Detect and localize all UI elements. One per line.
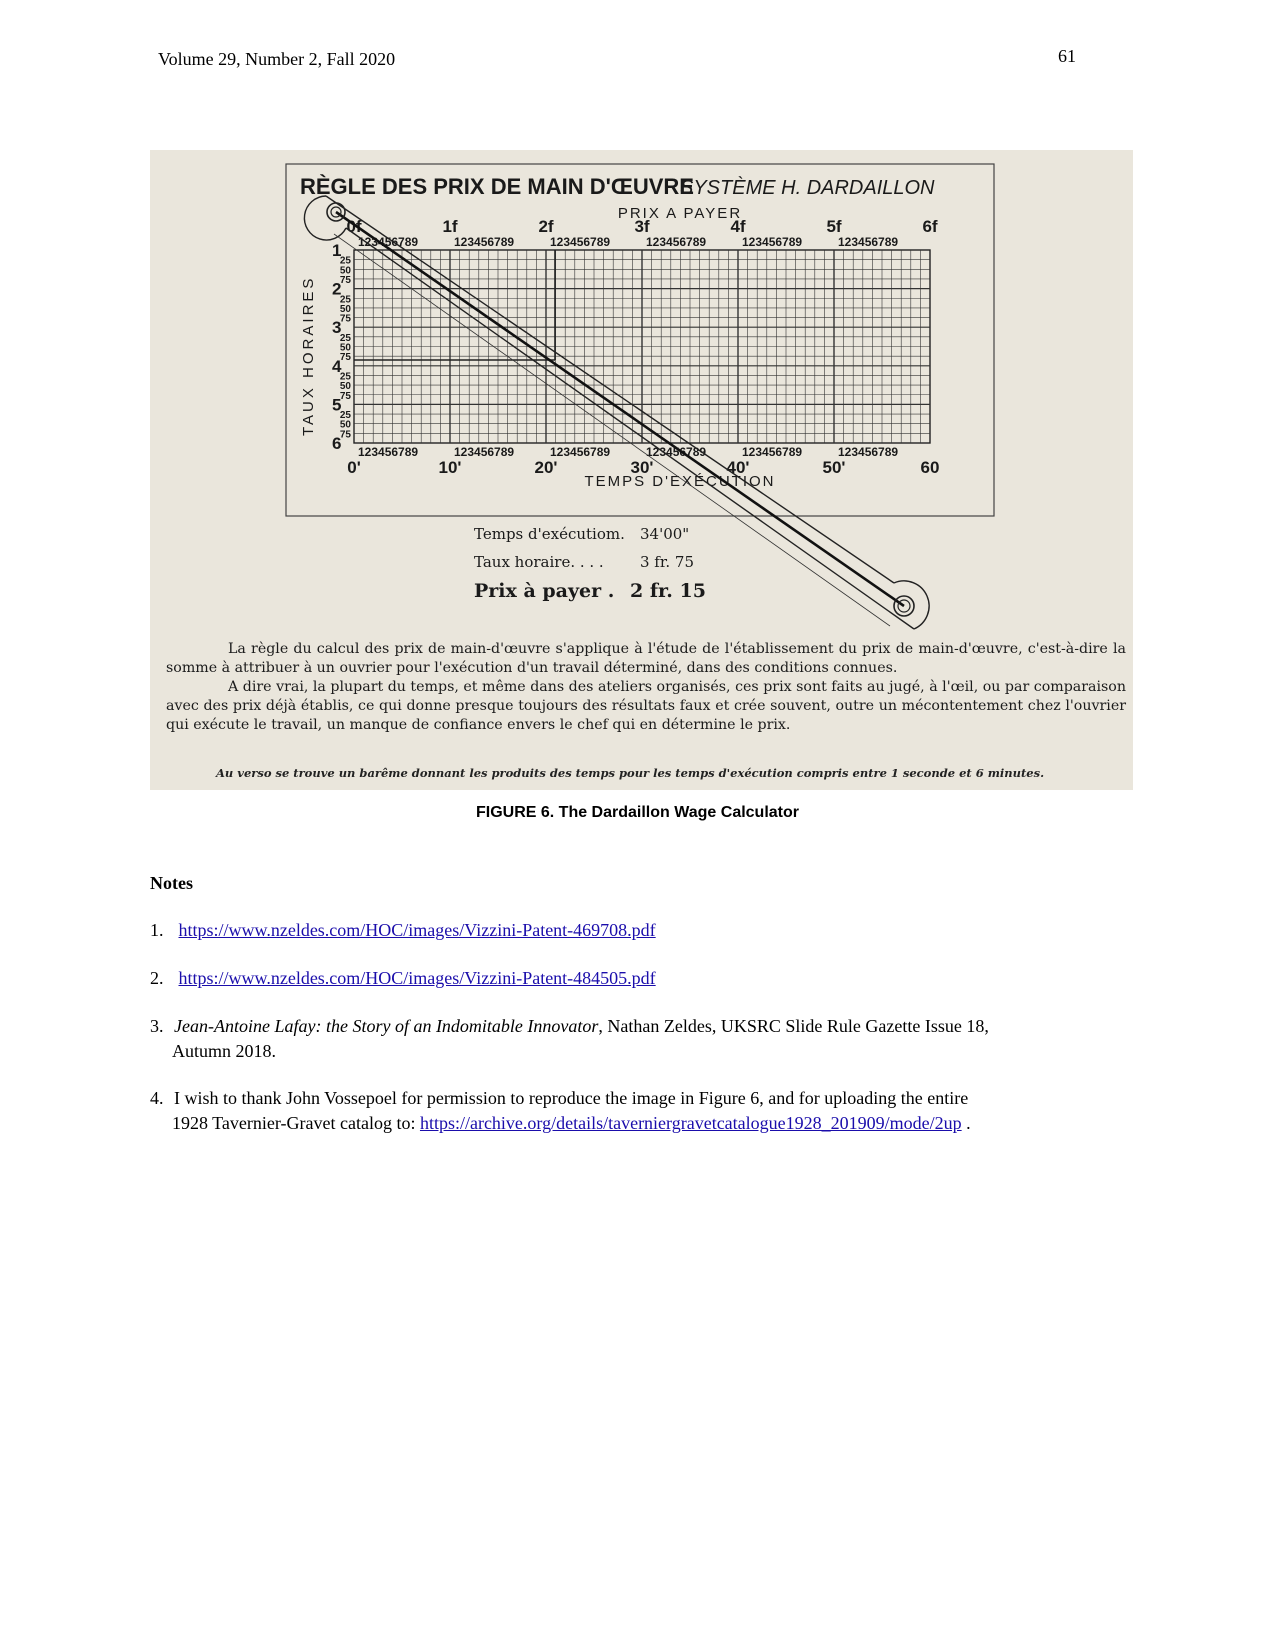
bottom-digit-run: 123456789 bbox=[646, 445, 707, 459]
note-3-title: Jean-Antoine Lafay: the Story of an Indomitable Innovator bbox=[174, 1016, 599, 1036]
example-price-label: Prix à payer . bbox=[474, 580, 615, 602]
bottom-scale-label: 30' bbox=[630, 458, 654, 477]
bottom-digit-run: 123456789 bbox=[454, 445, 515, 459]
top-scale-label: 2f bbox=[538, 217, 554, 236]
top-digit-run: 123456789 bbox=[550, 235, 611, 249]
rule-title: RÈGLE DES PRIX DE MAIN D'ŒUVRE bbox=[300, 174, 694, 199]
note-3-text: , Nathan Zeldes, UKSRC Slide Rule Gazette Issue 18, bbox=[598, 1016, 989, 1036]
figure-paragraph-2: A dire vrai, la plupart du temps, et même dans des ateliers organisés, ces prix sont faits au jugé, à l'œil, ou par comparaison avec des prix déjà établis, ce qui donne presque toujours des résultats faux et crée souvent, outre un mécontentement chez l'ouvrier qui exécute le travail, un manque de confiance envers le chef qui en détermine le prix. bbox=[166, 679, 1126, 733]
left-minor-label: 50 bbox=[339, 303, 351, 315]
running-header: Volume 29, Number 2, Fall 2020 bbox=[158, 49, 396, 69]
left-minor-label: 25 bbox=[339, 410, 351, 422]
left-minor-label: 50 bbox=[339, 342, 351, 354]
note-4-text-cont: 1928 Tavernier-Gravet catalog to: bbox=[172, 1113, 420, 1133]
left-scale-label: 1 bbox=[332, 241, 342, 260]
top-scale-label: 3f bbox=[634, 217, 650, 236]
left-scale-label: 2 bbox=[332, 279, 342, 299]
figure-caption: FIGURE 6. The Dardaillon Wage Calculator bbox=[475, 804, 799, 821]
top-digit-run: 123456789 bbox=[358, 235, 419, 249]
bottom-scale-label: 60 bbox=[920, 458, 940, 477]
left-minor-label: 25 bbox=[339, 332, 351, 344]
figure-6-image bbox=[150, 150, 1133, 790]
left-minor-label: 75 bbox=[339, 390, 351, 402]
top-axis-label: PRIX A PAYER bbox=[617, 205, 743, 222]
left-minor-label: 50 bbox=[339, 381, 351, 393]
top-scale-label: 4f bbox=[730, 217, 746, 236]
note-number: 1. bbox=[150, 920, 164, 940]
left-minor-label: 25 bbox=[339, 255, 351, 267]
notes-heading: Notes bbox=[150, 873, 193, 893]
note-4-text: I wish to thank John Vossepoel for permission to reproduce the image in Figure 6, and for uploading the entire bbox=[174, 1088, 969, 1108]
figure-paragraph-1: La règle du calcul des prix de main-d'œuvre s'applique à l'étude de l'établissement du prix de main-d'œuvre, c'est-à-dire la somme à attribuer à un ouvrier pour l'exécution d'un travail déterminé, dans des conditions connues. bbox=[166, 641, 1126, 676]
left-scale-label: 6 bbox=[332, 434, 342, 453]
left-minor-label: 75 bbox=[339, 352, 351, 364]
note-4-tail: . bbox=[961, 1113, 971, 1133]
top-digit-run: 123456789 bbox=[742, 235, 803, 249]
rule-system: SYSTÈME H. DARDAILLON bbox=[680, 177, 935, 199]
example-price-value: 2 fr. 15 bbox=[630, 580, 706, 602]
scale-grid bbox=[354, 250, 930, 443]
bottom-digit-run: 123456789 bbox=[742, 445, 803, 459]
bottom-axis-label: TEMPS D'EXÉCUTION bbox=[584, 473, 776, 490]
left-minor-label: 25 bbox=[339, 294, 351, 306]
note-number: 4. bbox=[150, 1088, 164, 1108]
example-time-label: Temps d'exécutiom. bbox=[474, 525, 625, 543]
bottom-scale-label: 0' bbox=[347, 458, 361, 477]
note-1 bbox=[150, 918, 1125, 943]
bottom-scale-label: 10' bbox=[438, 458, 462, 477]
top-scale-label: 6f bbox=[922, 217, 938, 236]
left-scale-label: 4 bbox=[332, 356, 342, 376]
left-minor-label: 50 bbox=[339, 265, 351, 277]
left-scale-label: 5 bbox=[332, 395, 342, 415]
bottom-digit-run: 123456789 bbox=[838, 445, 899, 459]
cursor-arm bbox=[304, 196, 929, 629]
note-4-continuation bbox=[150, 1111, 1125, 1136]
example-rate-value: 3 fr. 75 bbox=[640, 553, 695, 571]
note-number: 3. bbox=[150, 1016, 164, 1036]
left-scale-label: 3 bbox=[332, 318, 342, 338]
bottom-scale-label: 20' bbox=[534, 458, 558, 477]
example-time-value: 34'00" bbox=[640, 525, 690, 543]
example-rate-label: Taux horaire. . . . bbox=[474, 553, 604, 571]
note-4 bbox=[150, 1086, 1125, 1136]
left-minor-label: 25 bbox=[339, 371, 351, 383]
bottom-digit-run: 123456789 bbox=[550, 445, 611, 459]
note-4-link[interactable]: https://archive.org/details/taverniergravetcatalogue1928_201909/mode/2up bbox=[419, 1113, 962, 1133]
bottom-digit-run: 123456789 bbox=[358, 445, 419, 459]
note-1-link[interactable]: https://www.nzeldes.com/HOC/images/Vizzini-Patent-469708.pdf bbox=[178, 920, 656, 940]
figure-footnote: Au verso se trouve un barême donnant les produits des temps pour les temps d'exécution compris entre 1 seconde et 6 minutes. bbox=[216, 766, 1045, 780]
note-2 bbox=[150, 966, 1125, 991]
top-scale-label: 0f bbox=[346, 217, 362, 236]
top-digit-run: 123456789 bbox=[646, 235, 707, 249]
left-minor-label: 75 bbox=[339, 274, 351, 286]
bottom-scale-label: 40' bbox=[726, 458, 750, 477]
scale-labels bbox=[332, 217, 939, 477]
left-axis-label: TAUX HORAIRES bbox=[300, 275, 317, 436]
note-2-link[interactable]: https://www.nzeldes.com/HOC/images/Vizzini-Patent-484505.pdf bbox=[178, 968, 656, 988]
top-scale-label: 1f bbox=[442, 217, 458, 236]
top-scale-label: 5f bbox=[826, 217, 842, 236]
top-digit-run: 123456789 bbox=[838, 235, 899, 249]
left-minor-label: 75 bbox=[339, 429, 351, 441]
top-digit-run: 123456789 bbox=[454, 235, 515, 249]
note-3 bbox=[150, 1014, 1125, 1064]
bottom-scale-label: 50' bbox=[822, 458, 846, 477]
page-number: 61 bbox=[1058, 46, 1076, 66]
left-minor-label: 75 bbox=[339, 313, 351, 325]
note-3-continuation: Autumn 2018. bbox=[172, 1041, 277, 1061]
left-minor-label: 50 bbox=[339, 419, 351, 431]
note-number: 2. bbox=[150, 968, 164, 988]
